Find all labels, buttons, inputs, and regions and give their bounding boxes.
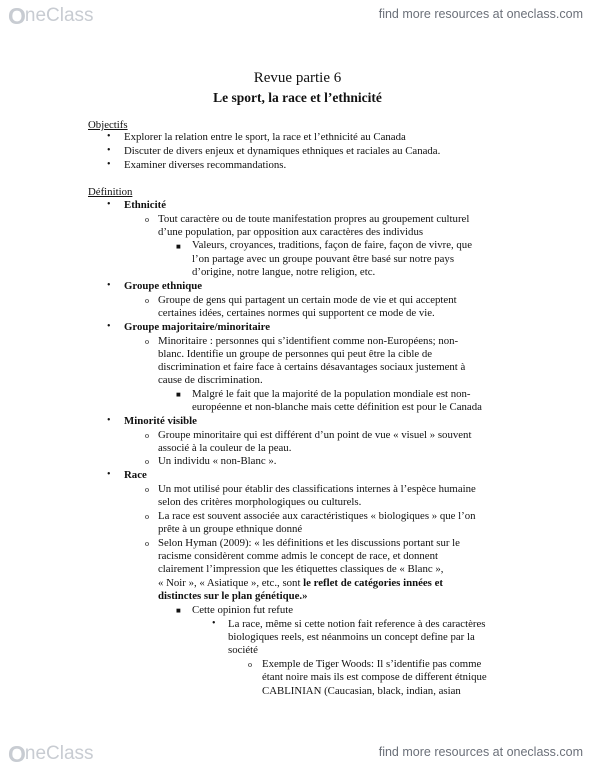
- logo-mark: O: [8, 3, 25, 29]
- definition-text: d’une population, par opposition aux caractères des individus: [158, 226, 424, 238]
- circle-bullet-icon: o: [145, 485, 149, 494]
- objectif-item: Explorer la relation entre le sport, la race et l’ethnicité au Canada: [124, 131, 406, 143]
- definition-heading: Définition: [88, 186, 133, 198]
- bullet-icon: •: [107, 415, 111, 426]
- term-groupe-majoritaire: Groupe majoritaire/minoritaire: [124, 321, 271, 333]
- quote-emphasis: distinctes sur le plan génétique.»: [158, 590, 308, 602]
- bullet-icon: •: [107, 321, 111, 332]
- page-title: Revue partie 6: [253, 70, 342, 86]
- definition-subtext: l’on partage avec un groupe pouvant être basé sur notre pays: [192, 253, 455, 265]
- definition-text: Un individu « non-Blanc ».: [158, 455, 277, 467]
- oneclass-logo[interactable]: [8, 741, 94, 767]
- circle-bullet-icon: o: [145, 215, 149, 224]
- oneclass-header: [0, 0, 595, 30]
- quote-text: « Noir », « Asiatique », etc., sont: [158, 577, 304, 589]
- oneclass-footer: [0, 738, 595, 768]
- definition-text: Un mot utilisé pour établir des classifications internes à l’espèce humaine: [158, 483, 476, 495]
- definition-subtext: La race, même si cette notion fait reference à des caractères: [228, 618, 486, 630]
- circle-bullet-icon: o: [145, 512, 149, 521]
- definition-text: associé à la couleur de la peau.: [158, 442, 292, 454]
- term-minorite-visible: Minorité visible: [124, 415, 197, 427]
- definition-text: discrimination et faire face à certains désavantages sociaux justement à: [158, 361, 466, 373]
- resources-link[interactable]: find more resources at oneclass.com: [378, 7, 583, 21]
- definition-text: Tout caractère ou de toute manifestation propres au groupement culturel: [158, 213, 470, 225]
- square-bullet-icon: ■: [176, 242, 181, 251]
- bullet-icon: •: [107, 159, 111, 170]
- definition-text: prête à un groupe ethnique donné: [158, 523, 303, 535]
- definition-subtext: biologiques reels, est néanmoins un concept define par la: [228, 631, 475, 643]
- definition-subtext: Exemple de Tiger Woods: Il s’identifie pas comme: [262, 658, 482, 670]
- objectif-item: Examiner diverses recommandations.: [124, 159, 287, 171]
- definition-text: blanc. Identifie un groupe de personnes qui peut être la cible de: [158, 348, 433, 360]
- circle-bullet-icon: o: [145, 296, 149, 305]
- definition-text: certaines idées, certaines normes qui supportent ce mode de vie.: [158, 307, 435, 319]
- term-race: Race: [124, 469, 147, 481]
- definition-subtext: européenne et non-blanche mais cette définition est pour le Canada: [192, 401, 482, 413]
- term-ethnicite: Ethnicité: [124, 199, 166, 211]
- definition-text: Selon Hyman (2009): « les définitions et les discussions portant sur le: [158, 537, 460, 549]
- quote-emphasis: le reflet de catégories innées et: [303, 577, 443, 589]
- definition-text: Groupe de gens qui partagent un certain mode de vie et qui acceptent: [158, 294, 457, 306]
- bullet-icon: •: [107, 131, 111, 142]
- definition-text: La race est souvent associée aux caractéristiques « biologiques » que l’on: [158, 510, 476, 522]
- definition-text: selon des critères morphologiques ou culturels.: [158, 496, 362, 508]
- bullet-icon: •: [107, 280, 111, 291]
- logo-word: neClass: [24, 743, 94, 764]
- definition-subtext: Malgré le fait que la majorité de la population mondiale est non-: [192, 388, 471, 400]
- resources-link[interactable]: find more resources at oneclass.com: [378, 745, 583, 759]
- bullet-icon: •: [107, 199, 111, 210]
- definition-text: Groupe minoritaire qui est différent d’un point de vue « visuel » souvent: [158, 429, 472, 441]
- bullet-icon: •: [212, 618, 216, 629]
- definition-text: [158, 576, 443, 590]
- definition-subtext: étant noire mais ils est compose de different étnique: [262, 671, 487, 683]
- definition-subtext: Valeurs, croyances, traditions, façon de faire, façon de vivre, que: [192, 239, 472, 251]
- definition-text: Minoritaire : personnes qui s’identifient comme non-Européens; non-: [158, 335, 459, 347]
- circle-bullet-icon: o: [145, 431, 149, 440]
- definition-text: racisme considèrent comme admis le concept de race, et donnent: [158, 550, 439, 562]
- definition-subtext: d’origine, notre langue, notre religion, etc.: [192, 266, 376, 278]
- square-bullet-icon: ■: [176, 390, 181, 399]
- square-bullet-icon: ■: [176, 606, 181, 615]
- logo-mark: O: [8, 741, 25, 767]
- definition-subtext: Cette opinion fut refute: [192, 604, 294, 616]
- circle-bullet-icon: o: [145, 457, 149, 466]
- bullet-icon: •: [107, 145, 111, 156]
- definition-text: clairement l’impression que les étiquettes classiques de « Blanc »,: [158, 563, 444, 575]
- objectif-item: Discuter de divers enjeux et dynamiques ethniques et raciales au Canada.: [124, 145, 441, 157]
- page-subtitle: Le sport, la race et l’ethnicité: [213, 90, 382, 105]
- definition-subtext: société: [228, 644, 258, 656]
- definition-text: cause de discrimination.: [158, 374, 263, 386]
- circle-bullet-icon: o: [145, 539, 149, 548]
- objectifs-heading: Objectifs: [88, 119, 128, 131]
- bullet-icon: •: [107, 469, 111, 480]
- circle-bullet-icon: o: [145, 337, 149, 346]
- logo-word: neClass: [24, 5, 94, 26]
- term-groupe-ethnique: Groupe ethnique: [124, 280, 203, 292]
- circle-bullet-icon: o: [248, 660, 252, 669]
- oneclass-logo[interactable]: [8, 3, 94, 29]
- definition-subtext: CABLINIAN (Caucasian, black, indian, asian: [262, 685, 461, 697]
